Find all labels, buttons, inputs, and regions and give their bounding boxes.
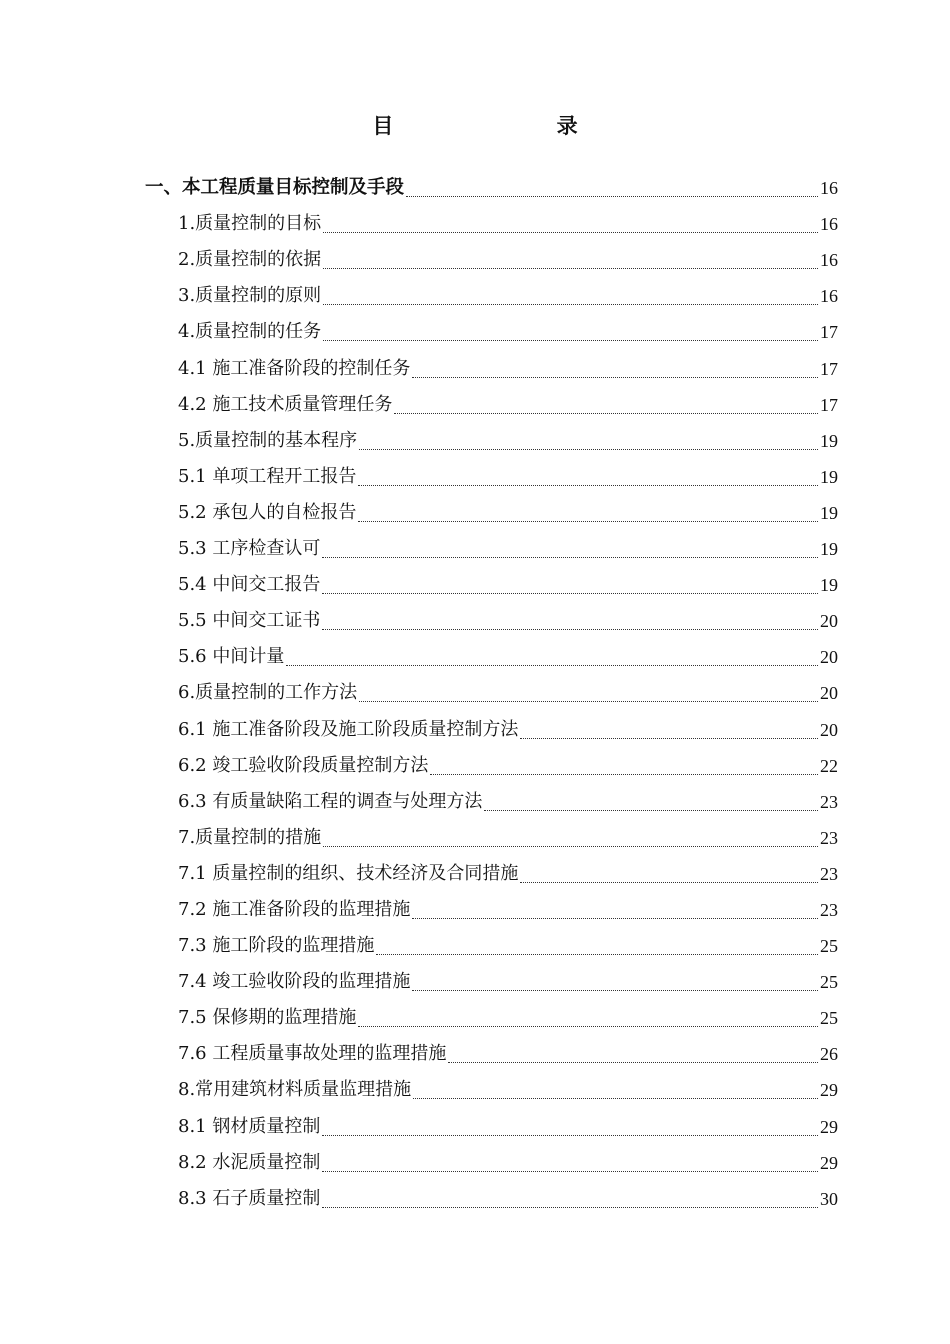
toc-entry-label: 7.3 施工阶段的监理措施 xyxy=(178,935,375,957)
toc-entry-label: 5.3 工序检查认可 xyxy=(178,538,321,560)
toc-entry[interactable] xyxy=(0,998,950,1034)
toc-dot-leader xyxy=(413,1097,818,1099)
toc-entry-page-number: 16 xyxy=(820,178,838,199)
toc-dot-leader xyxy=(394,412,818,414)
toc-entry-line xyxy=(178,1042,838,1066)
toc-entry-label: 7.6 工程质量事故处理的监理措施 xyxy=(178,1043,447,1065)
toc-entry-page-number: 19 xyxy=(820,575,838,596)
toc-entry-page-number: 19 xyxy=(820,430,838,451)
toc-entry-page-number: 23 xyxy=(820,899,838,920)
toc-entry[interactable] xyxy=(0,421,950,457)
toc-entry-line xyxy=(178,898,838,922)
toc-entry-label: 7.5 保修期的监理措施 xyxy=(178,1007,357,1029)
toc-entry-page-number: 25 xyxy=(820,936,838,957)
toc-entry-label: 1.质量控制的目标 xyxy=(178,213,322,235)
toc-entry-page-number: 19 xyxy=(820,539,838,560)
toc-entry-line xyxy=(178,754,838,778)
toc-list xyxy=(0,168,950,1215)
toc-entry[interactable] xyxy=(0,529,950,565)
toc-entry-label: 7.质量控制的措施 xyxy=(178,826,322,848)
toc-entry-label: 2.质量控制的依据 xyxy=(178,249,322,271)
toc-entry-label: 8.3 石子质量控制 xyxy=(178,1187,321,1209)
toc-entry-line xyxy=(178,212,838,236)
toc-entry-label: 5.2 承包人的自检报告 xyxy=(178,501,357,523)
toc-entry-line xyxy=(178,1078,838,1102)
toc-entry[interactable] xyxy=(0,926,950,962)
toc-entry[interactable] xyxy=(0,709,950,745)
toc-entry[interactable] xyxy=(0,493,950,529)
toc-entry[interactable] xyxy=(0,818,950,854)
toc-entry-page-number: 23 xyxy=(820,827,838,848)
toc-entry-label: 3.质量控制的原则 xyxy=(178,285,322,307)
toc-entry[interactable] xyxy=(0,312,950,348)
toc-entry[interactable] xyxy=(0,673,950,709)
toc-dot-leader xyxy=(322,628,818,630)
toc-entry-line xyxy=(178,357,838,381)
toc-entry-page-number: 17 xyxy=(820,322,838,343)
toc-entry-line xyxy=(178,1187,838,1211)
toc-entry-label: 6.3 有质量缺陷工程的调查与处理方法 xyxy=(178,790,483,812)
toc-entry[interactable] xyxy=(0,890,950,926)
toc-entry-page-number: 26 xyxy=(820,1044,838,1065)
toc-entry-page-number: 23 xyxy=(820,791,838,812)
toc-entry-page-number: 29 xyxy=(820,1152,838,1173)
toc-entry[interactable] xyxy=(0,457,950,493)
toc-entry-line xyxy=(178,465,838,489)
toc-entry[interactable] xyxy=(0,1143,950,1179)
toc-entry-line xyxy=(178,393,838,417)
toc-entry-line xyxy=(178,1006,838,1030)
toc-entry[interactable] xyxy=(0,601,950,637)
toc-entry[interactable] xyxy=(0,276,950,312)
toc-entry-page-number: 30 xyxy=(820,1188,838,1209)
toc-dot-leader xyxy=(322,1170,818,1172)
toc-entry-label: 7.4 竣工验收阶段的监理措施 xyxy=(178,971,411,993)
toc-entry-line xyxy=(178,320,838,344)
toc-entry[interactable] xyxy=(0,1179,950,1215)
toc-entry-label: 5.5 中间交工证书 xyxy=(178,610,321,632)
toc-dot-leader xyxy=(322,556,818,558)
toc-dot-leader xyxy=(322,592,818,594)
toc-dot-leader xyxy=(412,376,818,378)
toc-dot-leader xyxy=(358,1025,818,1027)
toc-entry-page-number: 17 xyxy=(820,358,838,379)
toc-entry-label: 6.1 施工准备阶段及施工阶段质量控制方法 xyxy=(178,718,519,740)
toc-dot-leader xyxy=(323,267,818,269)
toc-title: 目 录 xyxy=(372,113,656,138)
toc-entry-line xyxy=(178,826,838,850)
toc-entry-page-number: 29 xyxy=(820,1116,838,1137)
toc-entry-label: 8.1 钢材质量控制 xyxy=(178,1115,321,1137)
toc-entry-line xyxy=(178,429,838,453)
toc-dot-leader xyxy=(520,737,818,739)
toc-entry-page-number: 16 xyxy=(820,214,838,235)
toc-dot-leader xyxy=(323,231,818,233)
toc-entry-page-number: 29 xyxy=(820,1080,838,1101)
toc-entry[interactable] xyxy=(0,1106,950,1142)
toc-entry-line xyxy=(178,537,838,561)
toc-entry[interactable] xyxy=(0,348,950,384)
toc-entry-line xyxy=(178,718,838,742)
toc-entry-page-number: 22 xyxy=(820,755,838,776)
toc-entry-line xyxy=(178,573,838,597)
toc-entry-line xyxy=(178,284,838,308)
toc-entry-line xyxy=(178,934,838,958)
toc-dot-leader xyxy=(286,664,818,666)
toc-entry[interactable] xyxy=(0,637,950,673)
toc-entry-label: 8.常用建筑材料质量监理措施 xyxy=(178,1079,412,1101)
toc-entry-page-number: 25 xyxy=(820,1008,838,1029)
toc-entry-label: 5.6 中间计量 xyxy=(178,646,285,668)
toc-dot-leader xyxy=(376,953,818,955)
toc-dot-leader xyxy=(358,520,818,522)
toc-entry-label: 一、本工程质量目标控制及手段 xyxy=(145,177,405,199)
toc-entry-line xyxy=(178,609,838,633)
toc-entry-label: 8.2 水泥质量控制 xyxy=(178,1151,321,1173)
toc-dot-leader xyxy=(359,448,818,450)
toc-dot-leader xyxy=(359,700,818,702)
toc-entry[interactable] xyxy=(0,1034,950,1070)
toc-entry-page-number: 19 xyxy=(820,466,838,487)
toc-entry[interactable] xyxy=(0,204,950,240)
toc-entry-line xyxy=(178,970,838,994)
toc-entry-label: 6.2 竣工验收阶段质量控制方法 xyxy=(178,754,429,776)
toc-entry[interactable] xyxy=(0,385,950,421)
toc-entry[interactable] xyxy=(0,240,950,276)
toc-entry-page-number: 19 xyxy=(820,502,838,523)
toc-entry[interactable] xyxy=(0,168,950,204)
toc-entry-line xyxy=(178,790,838,814)
toc-entry-label: 5.4 中间交工报告 xyxy=(178,574,321,596)
toc-dot-leader xyxy=(323,303,818,305)
toc-entry-label: 6.质量控制的工作方法 xyxy=(178,682,358,704)
toc-entry-page-number: 25 xyxy=(820,972,838,993)
toc-dot-leader xyxy=(484,809,818,811)
toc-dot-leader xyxy=(358,484,818,486)
toc-entry-page-number: 16 xyxy=(820,286,838,307)
toc-entry-page-number: 23 xyxy=(820,863,838,884)
toc-entry-line xyxy=(178,248,838,272)
toc-dot-leader xyxy=(406,195,818,197)
toc-entry-label: 4.质量控制的任务 xyxy=(178,321,322,343)
toc-dot-leader xyxy=(430,773,818,775)
toc-entry-label: 4.2 施工技术质量管理任务 xyxy=(178,393,393,415)
toc-entry-page-number: 20 xyxy=(820,683,838,704)
toc-entry-line xyxy=(178,681,838,705)
toc-entry-line xyxy=(145,176,838,200)
toc-entry-line xyxy=(178,645,838,669)
toc-dot-leader xyxy=(322,1134,818,1136)
toc-entry-label: 5.1 单项工程开工报告 xyxy=(178,465,357,487)
toc-dot-leader xyxy=(323,845,818,847)
toc-entry-page-number: 16 xyxy=(820,250,838,271)
toc-dot-leader xyxy=(323,339,818,341)
toc-entry-line xyxy=(178,1115,838,1139)
toc-entry[interactable] xyxy=(0,1070,950,1106)
toc-entry-line xyxy=(178,501,838,525)
toc-dot-leader xyxy=(448,1061,818,1063)
toc-entry[interactable] xyxy=(0,565,950,601)
toc-entry-page-number: 20 xyxy=(820,611,838,632)
toc-entry-label: 5.质量控制的基本程序 xyxy=(178,429,358,451)
toc-dot-leader xyxy=(322,1206,818,1208)
toc-entry[interactable] xyxy=(0,854,950,890)
toc-entry-line xyxy=(178,1151,838,1175)
toc-dot-leader xyxy=(412,917,818,919)
toc-entry-label: 7.1 质量控制的组织、技术经济及合同措施 xyxy=(178,862,519,884)
toc-dot-leader xyxy=(520,881,818,883)
toc-entry[interactable] xyxy=(0,962,950,998)
toc-entry-label: 4.1 施工准备阶段的控制任务 xyxy=(178,357,411,379)
toc-entry[interactable] xyxy=(0,782,950,818)
toc-entry-page-number: 20 xyxy=(820,647,838,668)
toc-entry-page-number: 20 xyxy=(820,719,838,740)
toc-dot-leader xyxy=(412,989,818,991)
toc-entry-page-number: 17 xyxy=(820,394,838,415)
toc-entry-line xyxy=(178,862,838,886)
toc-entry[interactable] xyxy=(0,746,950,782)
toc-entry-label: 7.2 施工准备阶段的监理措施 xyxy=(178,898,411,920)
